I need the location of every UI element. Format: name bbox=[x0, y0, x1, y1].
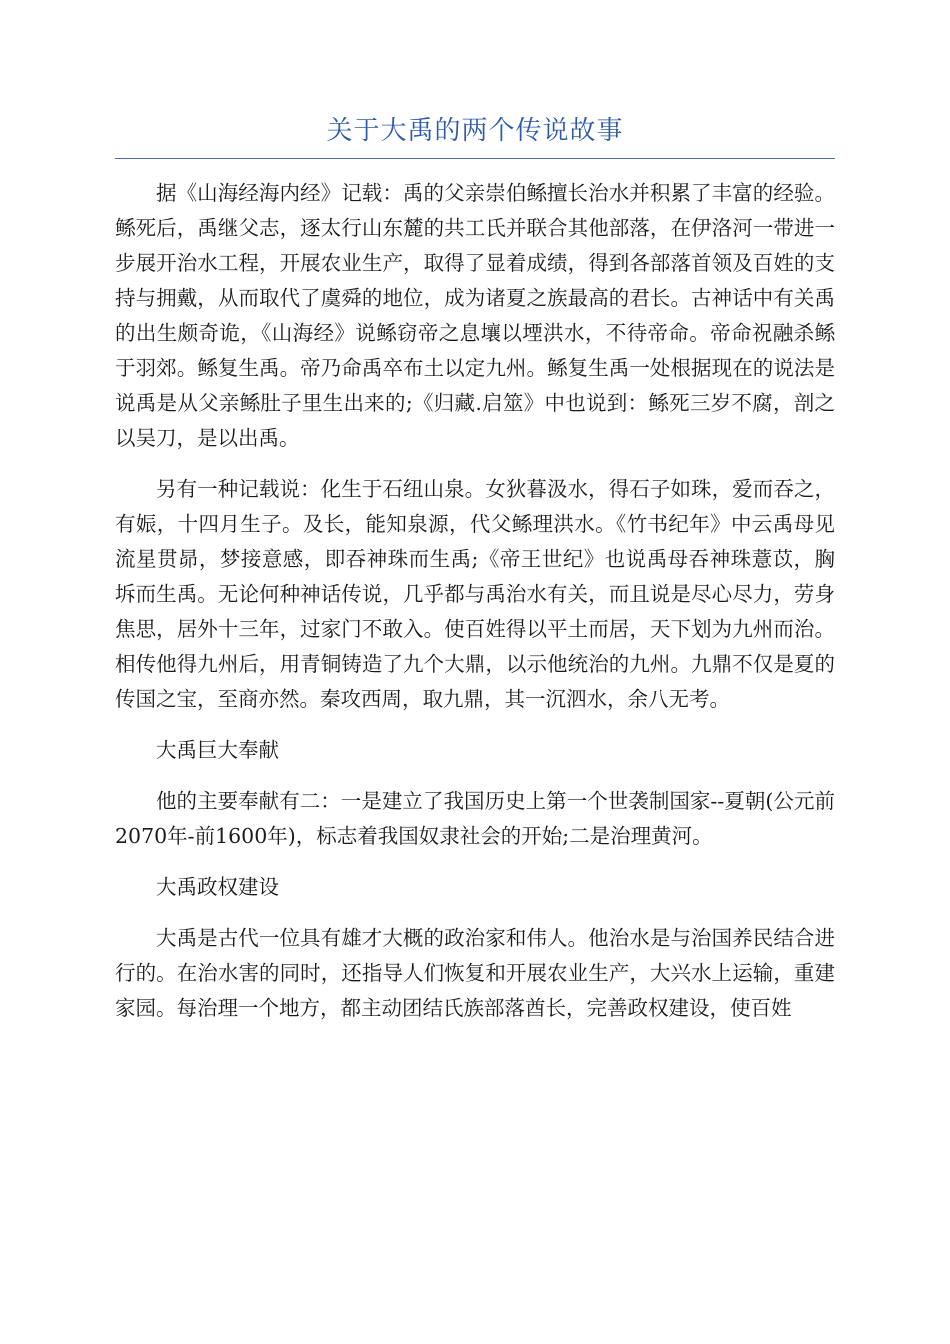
section-heading-governance: 大禹政权建设 bbox=[156, 875, 279, 899]
paragraph-alternate-legend: 另有一种记载说：化生于石纽山泉。女狄暮汲水，得石子如珠，爱而吞之，有娠，十四月生子。及长，能知泉源，代父鲧理洪水。《竹书纪年》中云禹母见流星贯昴，梦接意感，即吞神珠而生禹;《帝王世纪》也说禹母吞神珠薏苡，胸坼而生禹。无论何种神话传说，几乎都与禹治水有关，而且说是尽心尽力，劳身焦思，居外十三年，过家门不敢入。使百姓得以平土而居，天下划为九州而治。相传他得九州后，用青铜铸造了九个大鼎，以示他统治的九州。九鼎不仅是夏的传国之宝，至商亦然。秦攻西周，取九鼎，其一沉泗水，余八无考。 bbox=[115, 477, 835, 711]
paragraph-governance: 大禹是古代一位具有雄才大概的政治家和伟人。他治水是与治国养民结合进行的。在治水害的同时，还指导人们恢复和开展农业生产，大兴水上运输，重建家园。每治理一个地方，都主动团结氏族部落酋长，完善政权建设，使百姓 bbox=[115, 926, 835, 1020]
document-title: 关于大禹的两个传说故事 bbox=[326, 116, 624, 146]
section-heading-contributions: 大禹巨大奉献 bbox=[156, 738, 279, 762]
title-block bbox=[115, 108, 835, 159]
document-body bbox=[115, 176, 835, 1042]
paragraph-contributions: 他的主要奉献有二：一是建立了我国历史上第一个世袭制国家--夏朝(公元前2070年-前1600年)，标志着我国奴隶社会的开始;二是治理黄河。 bbox=[115, 789, 835, 848]
paragraph-shanhaijing-record: 据《山海经海内经》记载：禹的父亲崇伯鲧擅长治水并积累了丰富的经验。鲧死后，禹继父志，逐太行山东麓的共工氏并联合其他部落，在伊洛河一带进一步展开治水工程，开展农业生产，取得了显着成绩，得到各部落首领及百姓的支持与拥戴，从而取代了虞舜的地位，成为诸夏之族最高的君长。古神话中有关禹的出生颇奇诡，《山海经》说鲧窃帝之息壤以堙洪水，不待帝命。帝命祝融杀鲧于羽郊。鲧复生禹。帝乃命禹卒布土以定九州。鲧复生禹一处根据现在的说法是说禹是从父亲鲧肚子里生出来的;《归藏.启筮》中也说到：鲧死三岁不腐，剖之以吴刀，是以出禹。 bbox=[115, 181, 835, 450]
